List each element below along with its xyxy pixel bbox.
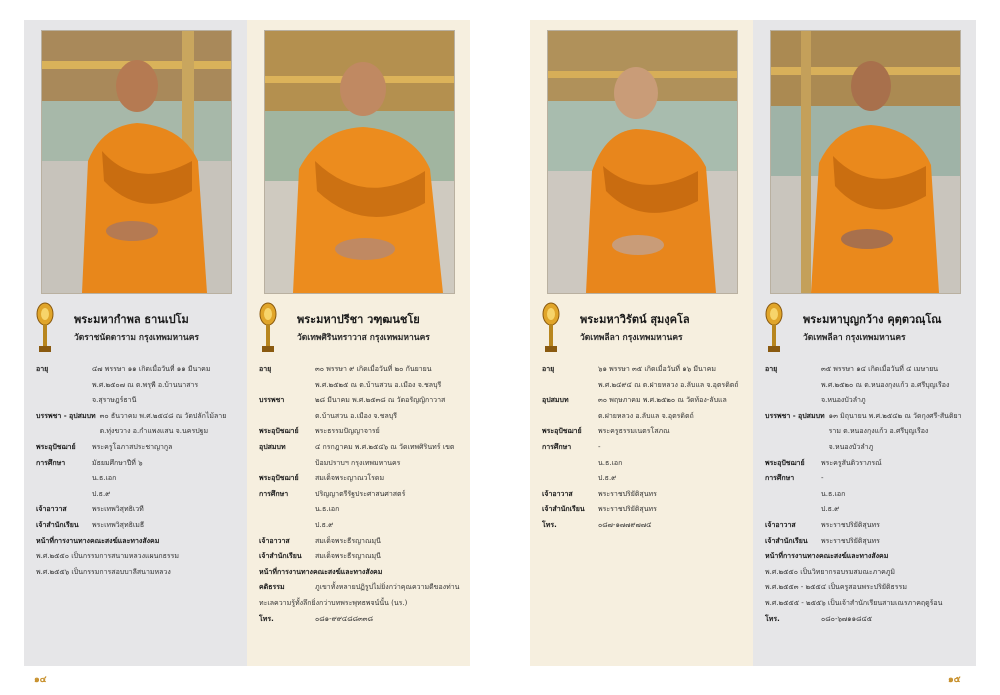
field-value: น.ธ.เอก bbox=[598, 458, 623, 467]
field-label: การศึกษา bbox=[36, 458, 66, 467]
info-row bbox=[765, 471, 970, 487]
field-value: ๐๘๐-๖๗๑๑๘๔๕ bbox=[821, 614, 873, 623]
info-row bbox=[259, 440, 464, 471]
monk-name: พระมหาบุญกว้าง คุตฺตวณฺโณ bbox=[803, 313, 942, 326]
field-value: ๑๓ มิถุนายน พ.ศ.๒๕๔๒ ณ วัดกุงศรี-สันติยาราม ต.หนองกุงแก้ว อ.ศรีบุญเรือง จ.หนองบัวลำภู bbox=[828, 411, 962, 451]
field-label: เจ้าสำนักเรียน bbox=[259, 552, 302, 561]
field-value: - bbox=[598, 442, 601, 451]
info-row bbox=[259, 393, 464, 424]
info-row bbox=[36, 518, 241, 534]
monk-name: พระมหาปรีชา วฑฺฒนชโย bbox=[297, 313, 420, 326]
field-label: เจ้าอาวาส bbox=[542, 489, 573, 498]
monk-portrait-1 bbox=[41, 30, 232, 294]
field-label bbox=[36, 487, 92, 503]
field-label: พระอุปัชฌาย์ bbox=[765, 458, 805, 467]
field-value: พระราชปริยัติสุนทร bbox=[598, 489, 657, 498]
duty-line: ทะเลความรู้ทั้งลึกยิ่งกว่าบทพระพุทธพจน์นั้น (นร.) bbox=[259, 598, 408, 607]
field-value: พระราชปริยัติสุนทร bbox=[821, 536, 880, 545]
crest-icon bbox=[34, 302, 56, 354]
info-row bbox=[542, 487, 747, 503]
info-row bbox=[259, 549, 464, 565]
page-number-left: ๑๔ bbox=[34, 675, 47, 685]
monk-name: พระมหาวิรัตน์ สุมงฺคโล bbox=[580, 313, 690, 326]
field-value: พระเทพวิสุทธิเวที bbox=[92, 505, 144, 514]
field-label: พระอุปัชฌาย์ bbox=[542, 427, 582, 436]
page-number-right: ๑๕ bbox=[948, 675, 961, 685]
info-row bbox=[765, 456, 970, 472]
field-value: ๐๘๗-๑๗๗๙๗๗๔ bbox=[598, 520, 652, 529]
field-value: ๓๐ พรรษา ๙ เกิดเมื่อวันที่ ๒๐ กันยายน พ.ศ.๒๕๒๕ ณ ต.บ้านสวน อ.เมือง จ.ชลบุรี bbox=[315, 365, 442, 389]
info-row bbox=[765, 409, 970, 456]
field-value: ๓๐ ธันวาคม พ.ศ.๒๕๔๘ ณ วัดปลักไม้ลาย ต.ทุ่งขวาง อ.กำแพงแสน จ.นครปฐม bbox=[99, 411, 227, 436]
info-row bbox=[259, 612, 464, 628]
field-label bbox=[259, 502, 315, 518]
monk-info bbox=[765, 362, 970, 627]
field-value: พระธรรมปัญญาจารย์ bbox=[315, 427, 380, 436]
info-row bbox=[259, 518, 464, 534]
monk-temple: วัดราชนัดดาราม กรุงเทพมหานคร bbox=[74, 333, 199, 343]
field-value: - bbox=[821, 474, 824, 483]
field-value: สมเด็จพระญาณวโรดม bbox=[315, 474, 385, 483]
field-value: ป.ธ.๙ bbox=[821, 505, 840, 514]
field-label: พระอุปัชฌาย์ bbox=[259, 427, 299, 436]
monk-info bbox=[36, 362, 241, 580]
field-label: การศึกษา bbox=[765, 474, 795, 483]
section-heading: หน้าที่การงานทางคณะสงฆ์และทางสังคม bbox=[36, 536, 160, 545]
monk-info bbox=[259, 362, 464, 627]
duty-line: พ.ศ.๒๕๕๓ - ๒๕๕๔ เป็นครูสอนพระปริยัติธรรม bbox=[765, 583, 907, 592]
info-row bbox=[259, 487, 464, 503]
info-row bbox=[259, 580, 464, 596]
field-label: เจ้าสำนักเรียน bbox=[542, 505, 585, 514]
duty-line: พ.ศ.๒๕๕๕ - ๒๕๕๖ เป็นเจ้าสำนักเรียนสามเณรภาคฤดูร้อน bbox=[765, 598, 943, 607]
info-row bbox=[542, 362, 747, 393]
field-value: พระครูโอภาสประชาญากูล bbox=[92, 442, 173, 451]
field-value: ภูเขาทั้งหลายปฏิรูปไม่ยิ่งกว่าคุณความดีของท่าน bbox=[315, 583, 460, 592]
crest-icon bbox=[763, 302, 785, 354]
monk-temple: วัดเทพลีลา กรุงเทพมหานคร bbox=[580, 333, 683, 343]
monk-portrait-4 bbox=[770, 30, 961, 294]
info-row bbox=[259, 502, 464, 518]
duty-line: พ.ศ.๒๕๕๐ เป็นกรรมการสนามหลวงแผนกธรรม bbox=[36, 552, 180, 561]
field-value: ป.ธ.๙ bbox=[598, 474, 617, 483]
info-row bbox=[765, 502, 970, 518]
field-value: ปริญญาตรีรัฐประศาสนศาสตร์ bbox=[315, 489, 406, 498]
info-row bbox=[259, 534, 464, 550]
info-row bbox=[542, 393, 747, 424]
monk-temple: วัดเทพศิรินทราวาส กรุงเทพมหานคร bbox=[297, 333, 430, 343]
monk-card-1 bbox=[24, 20, 247, 666]
field-value: ๖๑ พรรษา ๓๕ เกิดเมื่อวันที่ ๑๖ มีนาคม พ.ศ.๒๔๙๔ ณ ต.ฝายหลวง อ.ลับแล จ.อุตรดิตถ์ bbox=[598, 365, 739, 389]
duty-line: พ.ศ.๒๕๕๐ เป็นวิทยากรอบรมสมณะภาคภูมิ bbox=[765, 567, 896, 576]
field-value: ๔๗ พรรษา ๑๑ เกิดเมื่อวันที่ ๑๑ มีนาคม พ.ศ.๒๕๐๗ ณ ต.พรุพี อ.บ้านนาสาร จ.สุราษฎร์ธานี bbox=[92, 365, 211, 405]
field-label: การศึกษา bbox=[542, 442, 572, 451]
monk-info bbox=[542, 362, 747, 534]
info-row bbox=[542, 424, 747, 440]
field-label: อุปสมบท bbox=[542, 396, 569, 405]
field-value: ๒๘ มีนาคม พ.ศ.๒๕๓๘ ณ วัดอรัญญิกาวาส ต.บ้านสวน อ.เมือง จ.ชลบุรี bbox=[315, 396, 446, 420]
info-row bbox=[542, 502, 747, 518]
field-value: ๓๐ พฤษภาคม พ.ศ.๒๕๒๐ ณ วัดท้อง-ลับแล ต.ฝายหลวง อ.ลับแล จ.อุตรดิตถ์ bbox=[598, 396, 727, 420]
field-label: บรรพชา bbox=[259, 396, 285, 405]
monk-card-4 bbox=[753, 20, 976, 666]
field-value: พระครูสันติวราภรณ์ bbox=[821, 458, 882, 467]
info-row bbox=[259, 362, 464, 393]
field-label: การศึกษา bbox=[259, 489, 289, 498]
field-label bbox=[36, 471, 92, 487]
info-row bbox=[542, 440, 747, 456]
field-value: มัธยมศึกษาปีที่ ๖ bbox=[92, 458, 143, 467]
field-label: อายุ bbox=[36, 365, 49, 373]
field-value: พระราชปริยัติสุนทร bbox=[821, 520, 880, 529]
info-row bbox=[36, 487, 241, 503]
section-heading: หน้าที่การงานทางคณะสงฆ์และทางสังคม bbox=[259, 567, 383, 576]
field-label: เจ้าสำนักเรียน bbox=[36, 520, 79, 529]
info-row bbox=[765, 362, 970, 409]
field-label: พระอุปัชฌาย์ bbox=[36, 442, 76, 451]
field-label bbox=[259, 518, 315, 534]
info-row bbox=[542, 518, 747, 534]
monk-portrait-3 bbox=[547, 30, 738, 294]
info-row bbox=[259, 424, 464, 440]
field-label: คติธรรม bbox=[259, 583, 285, 592]
field-label: บรรพชา - อุปสมบท bbox=[36, 411, 96, 420]
field-label: เจ้าอาวาส bbox=[259, 536, 290, 545]
field-value: น.ธ.เอก bbox=[92, 474, 117, 483]
field-label bbox=[765, 487, 821, 503]
info-row bbox=[36, 362, 241, 409]
info-row bbox=[765, 534, 970, 550]
info-row bbox=[36, 502, 241, 518]
field-label: เจ้าอาวาส bbox=[36, 505, 67, 514]
info-row bbox=[36, 471, 241, 487]
info-row bbox=[36, 440, 241, 456]
field-label: โทร. bbox=[765, 614, 780, 623]
monk-card-2 bbox=[247, 20, 470, 666]
info-row bbox=[765, 518, 970, 534]
field-value: น.ธ.เอก bbox=[821, 489, 846, 498]
info-row bbox=[36, 409, 241, 440]
field-value: น.ธ.เอก bbox=[315, 505, 340, 514]
info-row bbox=[765, 487, 970, 503]
info-row bbox=[36, 456, 241, 472]
info-row bbox=[542, 456, 747, 472]
field-label bbox=[765, 502, 821, 518]
field-label: โทร. bbox=[259, 614, 274, 623]
field-value: พระครูธรรมเนตรโสภณ bbox=[598, 427, 670, 436]
field-label bbox=[542, 456, 598, 472]
crest-icon bbox=[540, 302, 562, 354]
field-value: ป.ธ.๙ bbox=[92, 489, 111, 498]
field-label: เจ้าอาวาส bbox=[765, 520, 796, 529]
section-heading: หน้าที่การงานทางคณะสงฆ์และทางสังคม bbox=[765, 552, 889, 561]
monk-temple: วัดเทพลีลา กรุงเทพมหานคร bbox=[803, 333, 906, 343]
monk-name: พระมหากำพล ธานเปโม bbox=[74, 313, 189, 326]
field-value: สมเด็จพระธีรญาณมุนี bbox=[315, 552, 381, 561]
field-label: อายุ bbox=[259, 365, 272, 373]
field-label bbox=[542, 471, 598, 487]
field-label: เจ้าสำนักเรียน bbox=[765, 536, 808, 545]
monk-portrait-2 bbox=[264, 30, 455, 294]
duty-line: พ.ศ.๒๕๕๖ เป็นกรรมการสอบบาลีสนามหลวง bbox=[36, 567, 171, 576]
field-value: สมเด็จพระธีรญาณมุนี bbox=[315, 536, 381, 545]
crest-icon bbox=[257, 302, 279, 354]
info-row bbox=[765, 612, 970, 628]
info-row bbox=[259, 471, 464, 487]
field-value: พระราชปริยัติสุนทร bbox=[598, 505, 657, 514]
field-value: พระเทพวิสุทธิเมธี bbox=[92, 520, 145, 529]
field-label: อายุ bbox=[765, 365, 778, 373]
field-value: ๓๕ พรรษา ๑๔ เกิดเมื่อวันที่ ๔ เมษายน พ.ศ.๒๕๒๐ ณ ต.หนองกุงแก้ว อ.ศรีบุญเรือง จ.หนองบัวลำภู bbox=[821, 365, 950, 405]
field-label: บรรพชา - อุปสมบท bbox=[765, 411, 825, 420]
monk-card-3 bbox=[530, 20, 753, 666]
field-label: อุปสมบท bbox=[259, 442, 286, 451]
field-label: อายุ bbox=[542, 365, 555, 373]
field-value: ๔ กรกฎาคม พ.ศ.๒๕๔๖ ณ วัดเทพศิรินทร์ เขตป้อมปราบฯ กรุงเทพมหานคร bbox=[315, 442, 455, 467]
field-label: โทร. bbox=[542, 520, 557, 529]
field-value: ป.ธ.๙ bbox=[315, 520, 334, 529]
field-value: ๐๘๑-๙๙๔๘๘๓๓๘ bbox=[315, 614, 373, 623]
field-label: พระอุปัชฌาย์ bbox=[259, 474, 299, 483]
info-row bbox=[542, 471, 747, 487]
